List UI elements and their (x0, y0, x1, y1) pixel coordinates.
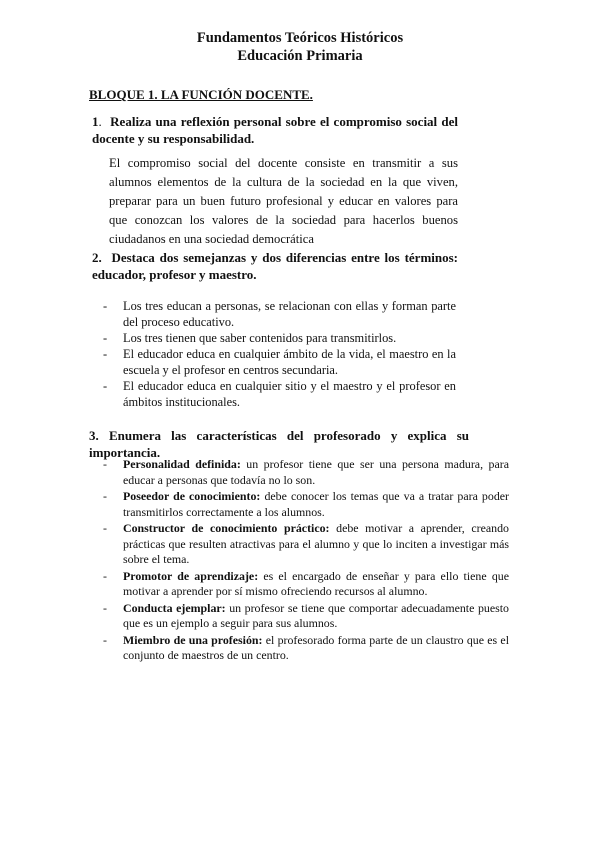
block-heading: BLOQUE 1. LA FUNCIÓN DOCENTE. (89, 87, 313, 102)
dash-marker: - (103, 521, 107, 535)
question-text: Destaca dos semejanzas y dos diferencias entre los términos: educador, profesor y maestro. (92, 250, 458, 282)
question-1: 1. Realiza una reflexión personal sobre el compromiso social del docente y su responsabilidad. (92, 114, 458, 146)
answer-1: El compromiso social del docente consiste en transmitir a sus alumnos elementos de la cultura de la sociedad en la que viven, preparar para un buen futuro profesional y educar en valores para que conozcan los valores de la sociedad para hacerlos buenos ciudadanos en una sociedad democrática (109, 156, 458, 246)
question-3 (89, 427, 469, 461)
characteristic-term: Constructor de conocimiento práctico: (123, 521, 330, 535)
list-item (103, 298, 456, 330)
list-item (103, 457, 509, 488)
document-subtitle: Educación Primaria (237, 48, 363, 64)
list-item (103, 378, 456, 410)
dash-marker: - (103, 568, 107, 583)
list-item (103, 569, 509, 600)
list-item (103, 633, 509, 664)
list-item-text: El educador educa en cualquier ámbito de la vida, el maestro en la escuela y el profesor en centros secundaria. (123, 347, 456, 377)
characteristic-text: un profesor se tiene que comportar adecuadamente puesto que es un ejemplo a seguir para sus alumnos. (123, 600, 509, 630)
characteristic-text: un profesor tiene que ser una persona madura, para educar a personas que todavía no lo son. (123, 457, 509, 487)
dash-marker: - (103, 600, 107, 615)
characteristic-text: debe conocer los temas que va a tratar para poder transmitirlos correctamente a los alumnos. (123, 489, 509, 519)
question-text: Realiza una reflexión personal sobre el compromiso social del docente y su responsabilidad. (92, 114, 458, 146)
dash-marker: - (103, 347, 108, 361)
characteristic-term: Miembro de una profesión: (123, 632, 263, 647)
characteristic-term: Promotor de aprendizaje: (123, 568, 259, 583)
list-item (103, 330, 456, 346)
list-item (103, 346, 456, 378)
list-item (103, 601, 509, 632)
dash-marker: - (103, 457, 107, 471)
dash-marker: - (103, 379, 108, 393)
answer-3-list (103, 457, 509, 665)
characteristic-text: debe motivar a aprender, creando prácticas que resulten atractivas para el alumno y que lo inciten a investigar más sobre el tema. (123, 521, 509, 566)
characteristic-term: Personalidad definida: (123, 457, 241, 471)
list-item (103, 489, 509, 520)
list-item (103, 521, 509, 568)
dash-marker: - (103, 299, 108, 313)
dash-marker: - (103, 632, 107, 647)
characteristic-text: es el encargado de enseñar y para ello tiene que motivar a aprender por sí mismo ofreciendo recursos al alumno. (123, 568, 509, 598)
dash-marker: - (103, 331, 108, 345)
characteristic-term: Conducta ejemplar: (123, 600, 226, 615)
question-2 (92, 249, 458, 283)
characteristic-term: Poseedor de conocimiento: (123, 489, 261, 503)
list-item-text: Los tres tienen que saber contenidos para transmitirlos. (123, 331, 397, 345)
question-number: 3. (89, 428, 99, 443)
question-number: 2. (92, 250, 102, 265)
dash-marker: - (103, 489, 107, 503)
answer-2-list (103, 298, 456, 410)
question-number: 1 (92, 114, 99, 129)
characteristic-text: el profesorado forma parte de un claustro que es el conjunto de maestros de un centro. (123, 632, 509, 662)
list-item-text: El educador educa en cualquier sitio y el maestro y el profesor en ámbitos institucionales. (123, 379, 456, 409)
document-title: Fundamentos Teóricos Históricos (196, 30, 404, 46)
list-item-text: Los tres educan a personas, se relacionan con ellas y forman parte del proceso educativo. (123, 299, 456, 329)
question-text: Enumera las características del profesorado y explica su importancia. (89, 428, 470, 460)
